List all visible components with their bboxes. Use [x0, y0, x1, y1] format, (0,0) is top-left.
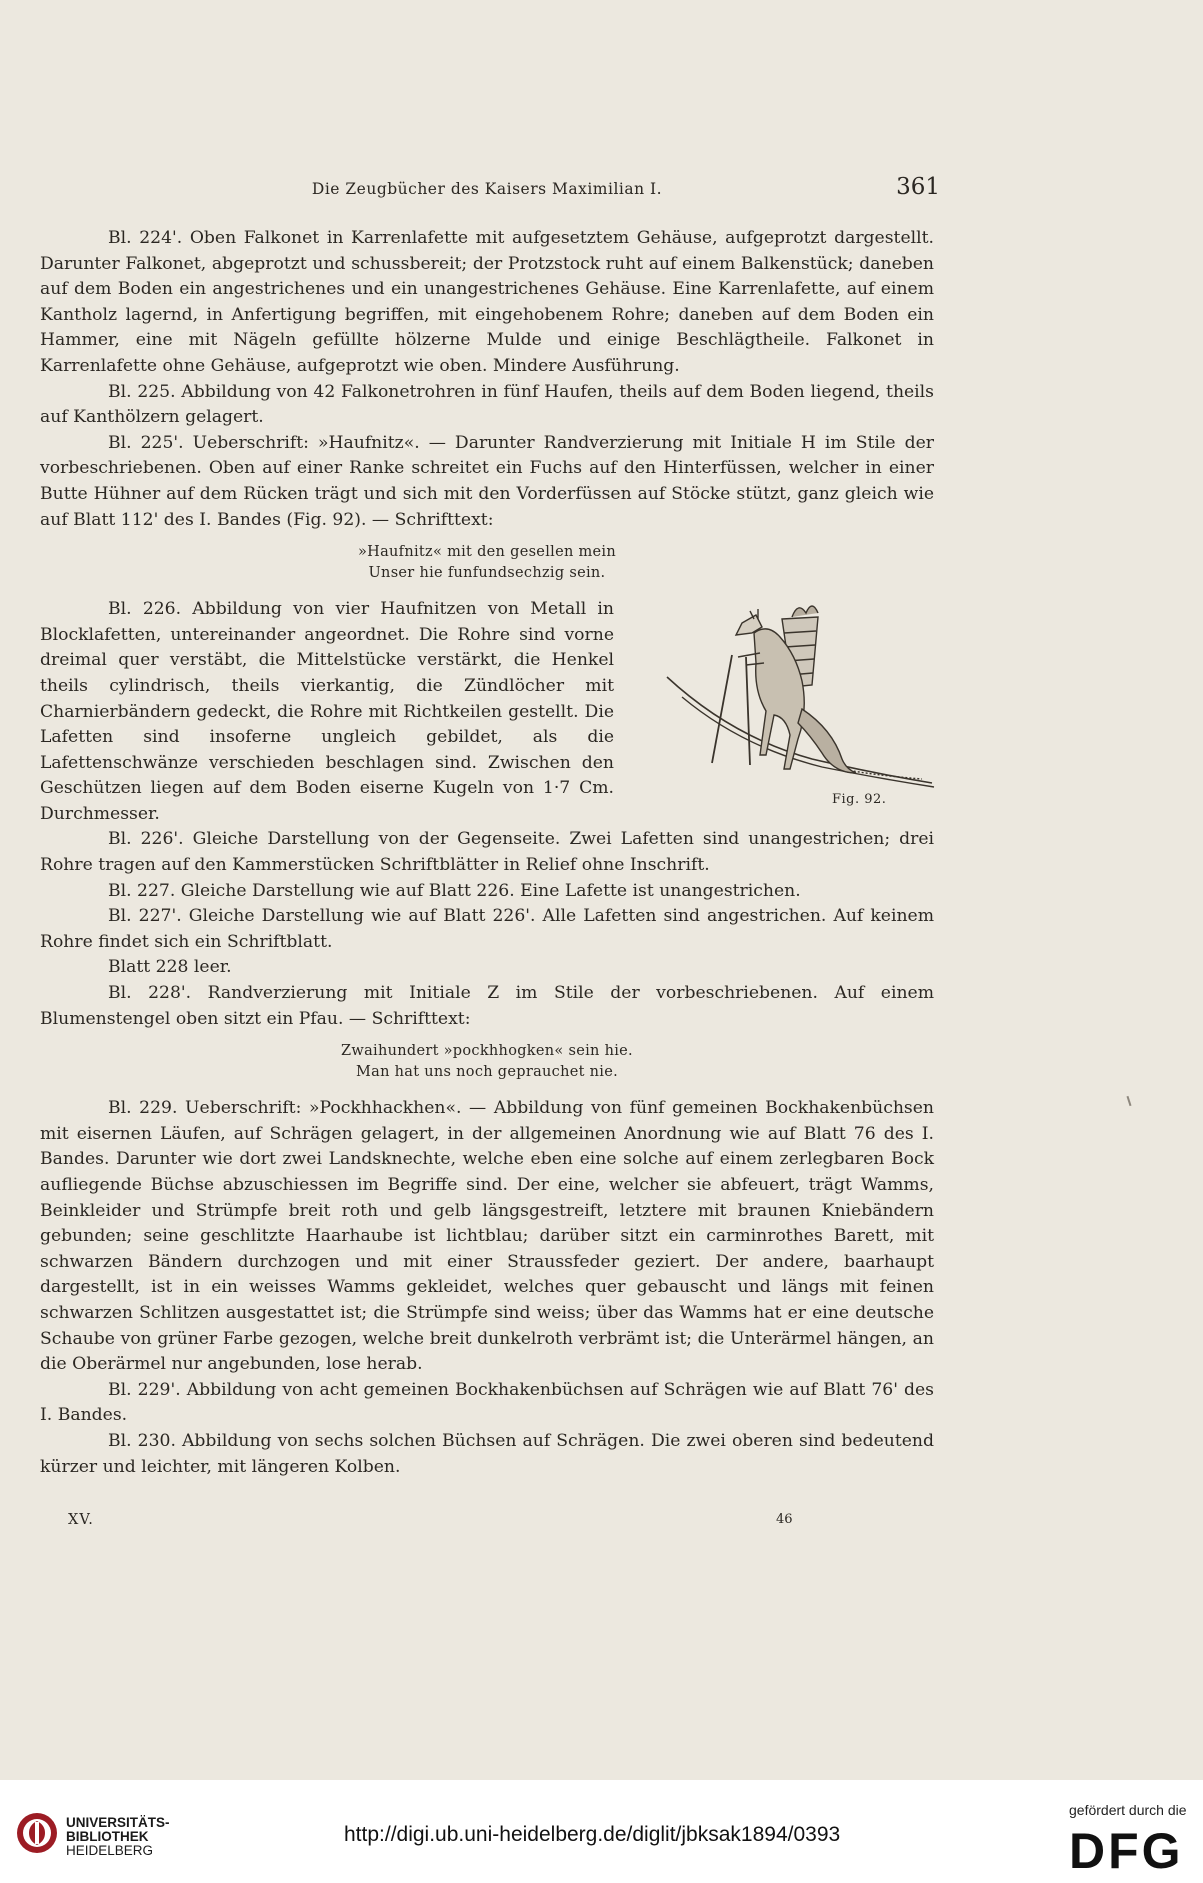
library-line: BIBLIOTHEK [66, 1829, 149, 1844]
paragraph-text: Bl. 226. Abbildung von vier Haufnitzen von Metall in Blocklafetten, untereinander angeordnet. Die Rohre sind vorne dreimal quer verstäbt, die Mittelstücke verstärkt, die Henkel theils cylindrisch, theils vierkantig, die Zündlöcher mit Charnierbändern gedeckt, die Rohre mit Richtkeilen gestellt. Die Lafetten sind insoferne ungleich gebildet, als die Lafettenschwänze verschieden beschlagen sind. Zwischen den Geschützen liegen auf dem Boden eiserne Kugeln von 1·7 Cm. Durchmesser. [40, 599, 614, 824]
permalink[interactable]: http://digi.ub.uni-heidelberg.de/diglit/jbksak1894/0393 [344, 1823, 841, 1846]
body-text [40, 226, 934, 1480]
paragraph: Bl. 229'. Abbildung von acht gemeinen Bockhakenbüchsen auf Schrägen wie auf Blatt 76' des I. Bandes. [40, 1379, 934, 1426]
library-name [66, 1816, 170, 1858]
fox-illustration [642, 597, 942, 819]
paragraph: Bl. 230. Abbildung von sechs solchen Büchsen auf Schrägen. Die zwei oberen sind bedeutend kürzer und leichter, mit längeren Kolben. [40, 1430, 934, 1477]
verse-line: Zwaihundert »pockhhogken« sein hie. [341, 1043, 633, 1060]
funded-by-label: gefördert durch die [1069, 1802, 1187, 1818]
paragraph: Blatt 228 leer. [108, 957, 232, 978]
library-line: HEIDELBERG [66, 1843, 154, 1858]
verse-line: Man hat uns noch geprauchet nie. [355, 1064, 619, 1081]
paragraph: Bl. 229. Ueberschrift: »Pockhhackhen«. — Abbildung von fünf gemeinen Bockhakenbüchsen mit eisernen Läufen, auf Schrägen gelagert, in der allgemeinen Anordnung wie auf Blatt 76 des I. Bandes. Darunter wie dort zwei Landsknechte, welche eben eine solche auf einem zerlegbaren Bock aufliegende Büchse abzuschiessen im Begriffe sind. Der eine, welcher sie abfeuert, trägt Wamms, Beinkleider und Strümpfe breit roth und gelb längsgestreift, letztere mit braunen Kniebändern gebunden; seine geschlitzte Haarhaube ist lichtblau; darüber sitzt ein carminrothes Barett, mit schwarzen Bändern durchzogen und mit einer Straussfeder geziert. Der andere, baarhaupt dargestellt, ist in ein weisses Wamms gekleidet, welches quer gebauscht und längs mit feinen schwarzen Schlitzen ausgestattet ist; die Strümpfe sind weiss; über das Wamms hat er eine deutsche Schaube von grüner Farbe gezogen, welche breit dunkelroth verbrämt ist; die Unterärmel hängen, an die Oberärmel nur angebunden, lose herab. [40, 1098, 934, 1375]
page-number: 361 [896, 174, 940, 200]
figure-caption: Fig. 92. [832, 792, 887, 808]
signature-mark-left: XV. [68, 1512, 94, 1528]
library-line: UNIVERSITÄTS- [66, 1815, 170, 1830]
paragraph: Bl. 227'. Gleiche Darstellung wie auf Blatt 226'. Alle Lafetten sind angestrichen. Auf keinem Rohre findet sich ein Schriftblatt. [40, 906, 934, 952]
paragraph: Bl. 228'. Randverzierung mit Initiale Z im Stile der vorbeschriebenen. Auf einem Blumenstengel oben sitzt ein Pfau. — Schrifttext: [40, 983, 934, 1029]
verse-line: »Haufnitz« mit den gesellen mein [357, 544, 617, 561]
figure-92 [642, 597, 942, 819]
paragraph: Bl. 224'. Oben Falkonet in Karrenlafette mit aufgesetztem Gehäuse, aufgeprotzt dargestellt. Darunter Falkonet, abgeprotzt und schussbereit; der Protzstock ruht auf einem Balkenstück; daneben auf dem Boden ein angestrichenes und ein unangestrichenes Gehäuse. Eine Karrenlafette, auf einem Kantholz lagernd, in Anfertigung begriffen, mit eingehobenem Rohre; daneben auf dem Boden ein Hammer, eine mit Nägeln gefüllte hölzerne Mulde und einige Beschlägtheile. Falkonet in Karrenlafette ohne Gehäuse, aufgeprotzt wie oben. Mindere Ausführung. [40, 228, 934, 376]
footer-bar [0, 1780, 1203, 1883]
paragraph: Bl. 225'. Ueberschrift: »Haufnitz«. — Darunter Randverzierung mit Initiale H im Stile der vorbeschriebenen. Oben auf einer Ranke schreitet ein Fuchs auf den Hinterfüssen, welcher in einer Butte Hühner auf dem Rücken trägt und sich mit den Vorderfüssen auf Stöcke stützt, ganz gleich wie auf Blatt 112' des I. Bandes (Fig. 92). — Schrifttext: [40, 432, 934, 530]
university-library-logo-icon [14, 1810, 60, 1856]
running-title: Die Zeugbücher des Kaisers Maximilian I. [311, 180, 663, 198]
paragraph: Bl. 225. Abbildung von 42 Falkonetrohren in fünf Haufen, theils auf dem Boden liegend, theils auf Kanthölzern gelagert. [40, 381, 934, 428]
verse-line: Unser hie funfundsechzig sein. [368, 565, 606, 582]
margin-mark [1127, 1096, 1132, 1106]
verse-block [40, 1041, 934, 1083]
verse-block [40, 542, 934, 584]
paragraph [40, 597, 934, 827]
signature-mark-right: 46 [776, 1512, 793, 1527]
paragraph: Bl. 227. Gleiche Darstellung wie auf Blatt 226. Eine Lafette ist unangestrichen. [108, 880, 801, 901]
dfg-logo-icon: DFG [1069, 1823, 1184, 1879]
paragraph: Bl. 226'. Gleiche Darstellung von der Gegenseite. Zwei Lafetten sind unangestrichen; drei Rohre tragen auf den Kammerstücken Schriftblätter in Relief ohne Inschrift. [40, 829, 934, 876]
